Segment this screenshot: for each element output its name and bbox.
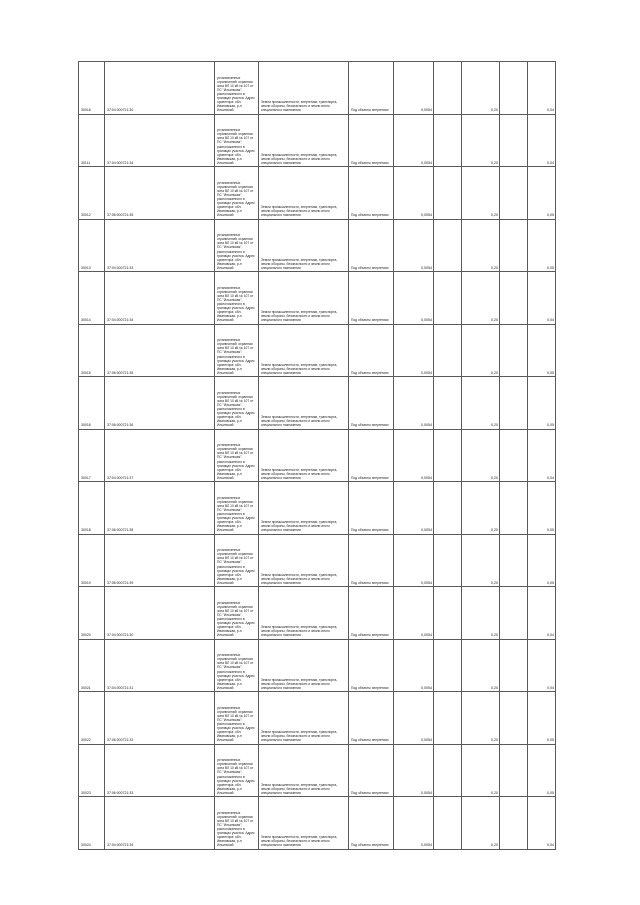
cell-value-a-text: 0,20: [491, 108, 498, 113]
cell-value-b-text: 0,04: [547, 108, 554, 113]
cell-land-category-text: Земли промышленности, энергетики, транспорта, земли обороны, безопасности и земли иного специального назначения: [261, 625, 338, 638]
cell-permitted-use: [349, 324, 394, 377]
cell-permitted-use-text: Под объекты энергетики: [351, 580, 389, 585]
cell-cadastral-number-text: 37:06:000721:35: [107, 213, 134, 218]
land-plots-table: [78, 61, 556, 850]
cell-location-description-text: установленных ограничений: охранная зона ВЛ 10 кВ № 107 от ПС "Ильинская", расположенного в границах участка. Адрес ориентира: обл. Ивановская, р-н Ильинский: [217, 75, 255, 113]
cell-location-description: [215, 219, 259, 272]
cell-value-b-text: 0,05: [547, 423, 554, 428]
table-row: [79, 219, 556, 272]
cell-record-id: [79, 324, 105, 377]
cell-area-text: 0,0054: [421, 843, 432, 848]
cell-record-id: [79, 692, 105, 745]
cell-value-a-text: 0,20: [491, 738, 498, 743]
cell-area-text: 0,0054: [421, 528, 432, 533]
cell-land-category-text: Земли промышленности, энергетики, транспорта, земли обороны, безопасности и земли иного специального назначения: [261, 520, 338, 533]
cell-location-description: [215, 797, 259, 850]
cell-permitted-use-text: Под объекты энергетики: [351, 843, 389, 848]
table-row: [79, 272, 556, 325]
cell-value-b-text: 0,04: [547, 633, 554, 638]
cell-value-b: [528, 167, 556, 220]
cell-area: [394, 114, 434, 167]
table-row: [79, 797, 556, 850]
cell-value-a: [462, 377, 500, 430]
cell-cadastral-number: [105, 639, 215, 692]
cell-value-a: [462, 62, 500, 115]
cell-area-text: 0,0054: [421, 370, 432, 375]
cell-land-category: [259, 62, 349, 115]
cell-permitted-use: [349, 639, 394, 692]
cell-cadastral-number: [105, 482, 215, 535]
cell-empty: [434, 482, 462, 535]
cell-permitted-use-text: Под объекты энергетики: [351, 633, 389, 638]
cell-location-description-text: установленных ограничений: охранная зона ВЛ 10 кВ № 107 от ПС "Ильинская", расположенного в границах участка. Адрес ориентира: обл. Ивановская, р-н Ильинский: [217, 548, 255, 585]
cell-land-category-text: Земли промышленности, энергетики, транспорта, земли обороны, безопасности и земли иного специального назначения: [261, 205, 338, 218]
cell-permitted-use-text: Под объекты энергетики: [351, 160, 389, 165]
cell-land-category: [259, 167, 349, 220]
cell-empty: [434, 219, 462, 272]
cell-land-category-text: Земли промышленности, энергетики, транспорта, земли обороны, безопасности и земли иного специального назначения: [261, 730, 338, 743]
cell-empty: [500, 377, 528, 430]
cell-cadastral-number-text: 37:06:000721:33: [107, 790, 134, 795]
cell-area: [394, 219, 434, 272]
cell-cadastral-number: [105, 534, 215, 587]
cell-value-b-text: 0,04: [547, 843, 554, 848]
cell-area-text: 0,0054: [421, 475, 432, 480]
cell-permitted-use: [349, 797, 394, 850]
cell-land-category: [259, 114, 349, 167]
cell-record-id: [79, 272, 105, 325]
cell-area-text: 0,0054: [421, 318, 432, 323]
cell-land-category-text: Земли промышленности, энергетики, транспорта, земли обороны, безопасности и земли иного специального назначения: [261, 100, 338, 113]
cell-value-b-text: 0,04: [547, 685, 554, 690]
cell-empty: [434, 429, 462, 482]
cell-location-description-text: установленных ограничений: охранная зона ВЛ 10 кВ № 107 от ПС "Ильинская", расположенного в границах участка. Адрес ориентира: обл. Ивановская, р-н Ильинский: [217, 810, 255, 848]
cell-area: [394, 534, 434, 587]
cell-value-b: [528, 482, 556, 535]
cell-value-b-text: 0,04: [547, 475, 554, 480]
cell-cadastral-number: [105, 114, 215, 167]
cell-location-description: [215, 324, 259, 377]
cell-value-b-text: 0,05: [547, 580, 554, 585]
table-row: [79, 377, 556, 430]
cell-land-category: [259, 587, 349, 640]
cell-area-text: 0,0054: [421, 423, 432, 428]
cell-value-b-text: 0,05: [547, 370, 554, 375]
cell-area-text: 0,0054: [421, 108, 432, 113]
cell-land-category-text: Земли промышленности, энергетики, транспорта, земли обороны, безопасности и земли иного специального назначения: [261, 257, 338, 270]
cell-permitted-use-text: Под объекты энергетики: [351, 528, 389, 533]
cell-record-id-text: 30012: [81, 213, 91, 218]
cell-location-description: [215, 534, 259, 587]
cell-cadastral-number: [105, 167, 215, 220]
cell-location-description: [215, 692, 259, 745]
cell-cadastral-number-text: 37:04:000721:34: [107, 160, 134, 165]
cell-value-b: [528, 534, 556, 587]
cell-area: [394, 482, 434, 535]
cell-land-category: [259, 377, 349, 430]
cell-value-b-text: 0,04: [547, 160, 554, 165]
cell-area-text: 0,0054: [421, 265, 432, 270]
cell-location-description: [215, 62, 259, 115]
cell-location-description: [215, 114, 259, 167]
table-row: [79, 114, 556, 167]
cell-record-id-text: 30016: [81, 423, 91, 428]
cell-record-id-text: 30013: [81, 265, 91, 270]
cell-value-a: [462, 219, 500, 272]
cell-record-id: [79, 587, 105, 640]
cell-permitted-use: [349, 587, 394, 640]
cell-land-category: [259, 429, 349, 482]
table-body: [79, 62, 556, 850]
cell-permitted-use: [349, 114, 394, 167]
cell-value-b: [528, 744, 556, 797]
cell-empty: [434, 62, 462, 115]
cell-cadastral-number-text: 37:04:000721:30: [107, 108, 134, 113]
cell-area: [394, 797, 434, 850]
cell-land-category: [259, 692, 349, 745]
cell-area: [394, 324, 434, 377]
cell-land-category: [259, 534, 349, 587]
cell-empty: [434, 587, 462, 640]
cell-area: [394, 272, 434, 325]
cell-area-text: 0,0054: [421, 160, 432, 165]
cell-record-id: [79, 167, 105, 220]
cell-empty: [500, 429, 528, 482]
cell-record-id-text: 30020: [81, 633, 91, 638]
cell-cadastral-number-text: 37:04:000721:34: [107, 843, 134, 848]
cell-empty: [500, 324, 528, 377]
cell-empty: [500, 114, 528, 167]
cell-location-description: [215, 639, 259, 692]
table-row: [79, 534, 556, 587]
cell-value-a: [462, 534, 500, 587]
cell-empty: [434, 167, 462, 220]
cell-cadastral-number: [105, 429, 215, 482]
cell-location-description-text: установленных ограничений: охранная зона ВЛ 10 кВ № 107 от ПС "Ильинская", расположенного в границах участка. Адрес ориентира: обл. Ивановская, р-н Ильинский: [217, 128, 255, 165]
cell-land-category-text: Земли промышленности, энергетики, транспорта, земли обороны, безопасности и земли иного специального назначения: [261, 467, 338, 480]
cell-land-category: [259, 482, 349, 535]
cell-value-a: [462, 324, 500, 377]
cell-land-category-text: Земли промышленности, энергетики, транспорта, земли обороны, безопасности и земли иного специального назначения: [261, 152, 338, 165]
cell-cadastral-number: [105, 692, 215, 745]
cell-empty: [434, 744, 462, 797]
cell-value-b-text: 0,05: [547, 738, 554, 743]
cell-value-b: [528, 219, 556, 272]
cell-location-description-text: установленных ограничений: охранная зона ВЛ 10 кВ № 107 от ПС "Ильинская", расположенного в границах участка. Адрес ориентира: обл. Ивановская, р-н Ильинский: [217, 180, 255, 218]
cell-permitted-use: [349, 62, 394, 115]
cell-location-description: [215, 377, 259, 430]
cell-value-a: [462, 744, 500, 797]
cell-value-b-text: 0,04: [547, 318, 554, 323]
cell-permitted-use: [349, 167, 394, 220]
cell-value-b: [528, 587, 556, 640]
cell-empty: [500, 534, 528, 587]
cell-permitted-use-text: Под объекты энергетики: [351, 685, 389, 690]
cell-location-description-text: установленных ограничений: охранная зона ВЛ 10 кВ № 107 от ПС "Ильинская", расположенного в границах участка. Адрес ориентира: обл. Ивановская, р-н Ильинский: [217, 653, 255, 690]
cell-land-category: [259, 797, 349, 850]
cell-cadastral-number-text: 37:06:000721:39: [107, 580, 134, 585]
cell-value-b: [528, 62, 556, 115]
cell-location-description-text: установленных ограничений: охранная зона ВЛ 10 кВ № 107 от ПС "Ильинская", расположенного в границах участка. Адрес ориентира: обл. Ивановская, р-н Ильинский: [217, 285, 255, 323]
cell-empty: [500, 62, 528, 115]
cell-empty: [434, 377, 462, 430]
cell-empty: [434, 114, 462, 167]
cell-record-id: [79, 744, 105, 797]
cell-record-id-text: 30016: [81, 108, 91, 113]
cell-location-description-text: установленных ограничений: охранная зона ВЛ 10 кВ № 107 от ПС "Ильинская", расположенного в границах участка. Адрес ориентира: обл. Ивановская, р-н Ильинский: [217, 600, 255, 638]
cell-value-b-text: 0,05: [547, 790, 554, 795]
cell-location-description-text: установленных ограничений: охранная зона ВЛ 10 кВ № 107 от ПС "Ильинская", расположенного в границах участка. Адрес ориентира: обл. Ивановская, р-н Ильинский: [217, 495, 255, 533]
cell-empty: [500, 587, 528, 640]
cell-cadastral-number-text: 37:06:000721:38: [107, 528, 134, 533]
cell-land-category-text: Земли промышленности, энергетики, транспорта, земли обороны, безопасности и земли иного специального назначения: [261, 572, 338, 585]
cell-empty: [434, 797, 462, 850]
cell-permitted-use: [349, 534, 394, 587]
cell-value-b: [528, 797, 556, 850]
table-row: [79, 429, 556, 482]
cell-area-text: 0,0054: [421, 738, 432, 743]
cell-value-a: [462, 272, 500, 325]
cell-location-description: [215, 429, 259, 482]
cell-permitted-use-text: Под объекты энергетики: [351, 738, 389, 743]
cell-record-id-text: 30021: [81, 685, 91, 690]
cell-cadastral-number-text: 37:06:000721:32: [107, 738, 134, 743]
cell-cadastral-number-text: 37:04:000721:31: [107, 685, 134, 690]
cell-value-a: [462, 587, 500, 640]
cell-record-id-text: 30017: [81, 475, 91, 480]
cell-area: [394, 377, 434, 430]
cell-value-a-text: 0,20: [491, 370, 498, 375]
cell-value-a-text: 0,20: [491, 160, 498, 165]
cell-cadastral-number: [105, 62, 215, 115]
cell-area-text: 0,0054: [421, 213, 432, 218]
table-row: [79, 639, 556, 692]
cell-empty: [500, 744, 528, 797]
cell-empty: [500, 272, 528, 325]
cell-cadastral-number: [105, 324, 215, 377]
cell-value-a-text: 0,20: [491, 318, 498, 323]
cell-value-a-text: 0,20: [491, 843, 498, 848]
table-row: [79, 482, 556, 535]
cell-cadastral-number: [105, 744, 215, 797]
cell-area-text: 0,0054: [421, 633, 432, 638]
cell-cadastral-number-text: 37:04:000721:37: [107, 475, 134, 480]
cell-empty: [434, 692, 462, 745]
cell-value-a-text: 0,20: [491, 423, 498, 428]
cell-cadastral-number: [105, 797, 215, 850]
cell-area: [394, 429, 434, 482]
cell-land-category-text: Земли промышленности, энергетики, транспорта, земли обороны, безопасности и земли иного специального назначения: [261, 835, 338, 848]
cell-permitted-use: [349, 429, 394, 482]
cell-empty: [434, 272, 462, 325]
cell-cadastral-number: [105, 587, 215, 640]
cell-value-b: [528, 114, 556, 167]
cell-location-description: [215, 167, 259, 220]
cell-value-a: [462, 639, 500, 692]
cell-permitted-use-text: Под объекты энергетики: [351, 318, 389, 323]
cell-record-id-text: 30023: [81, 790, 91, 795]
cell-record-id: [79, 534, 105, 587]
cell-location-description-text: установленных ограничений: охранная зона ВЛ 10 кВ № 107 от ПС "Ильинская", расположенного в границах участка. Адрес ориентира: обл. Ивановская, р-н Ильинский: [217, 390, 255, 428]
cell-value-a-text: 0,20: [491, 475, 498, 480]
cell-permitted-use-text: Под объекты энергетики: [351, 475, 389, 480]
cell-permitted-use-text: Под объекты энергетики: [351, 265, 389, 270]
table-row: [79, 324, 556, 377]
cell-location-description-text: установленных ограничений: охранная зона ВЛ 10 кВ № 107 от ПС "Ильинская", расположенного в границах участка. Адрес ориентира: обл. Ивановская, р-н Ильинский: [217, 705, 255, 743]
cell-value-a-text: 0,20: [491, 265, 498, 270]
cell-value-b: [528, 324, 556, 377]
cell-record-id: [79, 639, 105, 692]
cell-value-b: [528, 272, 556, 325]
cell-value-a-text: 0,20: [491, 685, 498, 690]
cell-permitted-use-text: Под объекты энергетики: [351, 423, 389, 428]
cell-value-b: [528, 692, 556, 745]
cell-cadastral-number-text: 37:04:000721:33: [107, 265, 134, 270]
cell-cadastral-number: [105, 219, 215, 272]
cell-value-a-text: 0,20: [491, 213, 498, 218]
cell-permitted-use-text: Под объекты энергетики: [351, 790, 389, 795]
cell-value-a-text: 0,20: [491, 580, 498, 585]
cell-empty: [500, 219, 528, 272]
cell-empty: [434, 534, 462, 587]
cell-area: [394, 639, 434, 692]
table-row: [79, 744, 556, 797]
cell-cadastral-number: [105, 377, 215, 430]
cell-value-b-text: 0,05: [547, 213, 554, 218]
cell-record-id: [79, 377, 105, 430]
cell-location-description: [215, 587, 259, 640]
cell-area: [394, 62, 434, 115]
cell-land-category: [259, 639, 349, 692]
cell-record-id-text: 30022: [81, 738, 91, 743]
cell-area-text: 0,0054: [421, 580, 432, 585]
cell-area: [394, 744, 434, 797]
cell-permitted-use: [349, 692, 394, 745]
data-table-sheet: [78, 61, 555, 850]
cell-area-text: 0,0054: [421, 790, 432, 795]
cell-location-description-text: установленных ограничений: охранная зона ВЛ 10 кВ № 107 от ПС "Ильинская", расположенного в границах участка. Адрес ориентира: обл. Ивановская, р-н Ильинский: [217, 758, 255, 795]
cell-record-id: [79, 114, 105, 167]
cell-permitted-use: [349, 272, 394, 325]
cell-value-b: [528, 429, 556, 482]
cell-cadastral-number-text: 37:06:000721:35: [107, 370, 134, 375]
cell-value-a: [462, 797, 500, 850]
cell-land-category-text: Земли промышленности, энергетики, транспорта, земли обороны, безопасности и земли иного специального назначения: [261, 362, 338, 375]
cell-land-category-text: Земли промышленности, энергетики, транспорта, земли обороны, безопасности и земли иного специального назначения: [261, 415, 338, 428]
cell-empty: [434, 324, 462, 377]
cell-permitted-use: [349, 219, 394, 272]
cell-record-id-text: 30018: [81, 528, 91, 533]
cell-record-id-text: 30111: [81, 160, 91, 165]
cell-empty: [500, 797, 528, 850]
cell-empty: [500, 692, 528, 745]
cell-area-text: 0,0054: [421, 685, 432, 690]
cell-location-description-text: установленных ограничений: охранная зона ВЛ 10 кВ № 107 от ПС "Ильинская", расположенного в границах участка. Адрес ориентира: обл. Ивановская, р-н Ильинский: [217, 443, 255, 480]
cell-location-description: [215, 482, 259, 535]
cell-cadastral-number-text: 37:04:000721:34: [107, 318, 134, 323]
cell-value-b-text: 0,05: [547, 265, 554, 270]
cell-permitted-use: [349, 744, 394, 797]
cell-value-a: [462, 167, 500, 220]
cell-value-a-text: 0,20: [491, 790, 498, 795]
cell-value-a: [462, 429, 500, 482]
cell-record-id: [79, 797, 105, 850]
table-row: [79, 692, 556, 745]
cell-land-category: [259, 744, 349, 797]
cell-value-a: [462, 692, 500, 745]
cell-permitted-use: [349, 482, 394, 535]
cell-record-id-text: 30019: [81, 580, 91, 585]
cell-land-category-text: Земли промышленности, энергетики, транспорта, земли обороны, безопасности и земли иного специального назначения: [261, 310, 338, 323]
cell-value-a-text: 0,20: [491, 633, 498, 638]
cell-record-id-text: 30015: [81, 370, 91, 375]
cell-value-a: [462, 114, 500, 167]
cell-empty: [500, 167, 528, 220]
cell-record-id: [79, 62, 105, 115]
cell-permitted-use: [349, 377, 394, 430]
cell-land-category-text: Земли промышленности, энергетики, транспорта, земли обороны, безопасности и земли иного специального назначения: [261, 677, 338, 690]
cell-location-description: [215, 272, 259, 325]
cell-record-id-text: 30014: [81, 318, 91, 323]
cell-land-category: [259, 324, 349, 377]
cell-area: [394, 587, 434, 640]
cell-location-description-text: установленных ограничений: охранная зона ВЛ 10 кВ № 107 от ПС "Ильинская", расположенного в границах участка. Адрес ориентира: обл. Ивановская, р-н Ильинский: [217, 233, 255, 270]
cell-area: [394, 692, 434, 745]
cell-permitted-use-text: Под объекты энергетики: [351, 370, 389, 375]
cell-record-id: [79, 219, 105, 272]
cell-land-category: [259, 272, 349, 325]
cell-cadastral-number: [105, 272, 215, 325]
cell-permitted-use-text: Под объекты энергетики: [351, 108, 389, 113]
cell-value-a-text: 0,20: [491, 528, 498, 533]
cell-value-b-text: 0,05: [547, 528, 554, 533]
cell-value-b: [528, 377, 556, 430]
cell-empty: [500, 639, 528, 692]
cell-record-id: [79, 482, 105, 535]
table-row: [79, 587, 556, 640]
table-row: [79, 167, 556, 220]
cell-value-a: [462, 482, 500, 535]
cell-record-id: [79, 429, 105, 482]
cell-empty: [434, 639, 462, 692]
cell-location-description-text: установленных ограничений: охранная зона ВЛ 10 кВ № 107 от ПС "Ильинская", расположенного в границах участка. Адрес ориентира: обл. Ивановская, р-н Ильинский: [217, 338, 255, 375]
cell-empty: [500, 482, 528, 535]
cell-cadastral-number-text: 37:04:000721:30: [107, 633, 134, 638]
cell-cadastral-number-text: 37:06:000721:36: [107, 423, 134, 428]
cell-record-id-text: 30024: [81, 843, 91, 848]
cell-land-category: [259, 219, 349, 272]
cell-area: [394, 167, 434, 220]
cell-value-b: [528, 639, 556, 692]
cell-location-description: [215, 744, 259, 797]
cell-land-category-text: Земли промышленности, энергетики, транспорта, земли обороны, безопасности и земли иного специального назначения: [261, 782, 338, 795]
table-row: [79, 62, 556, 115]
cell-permitted-use-text: Под объекты энергетики: [351, 213, 389, 218]
